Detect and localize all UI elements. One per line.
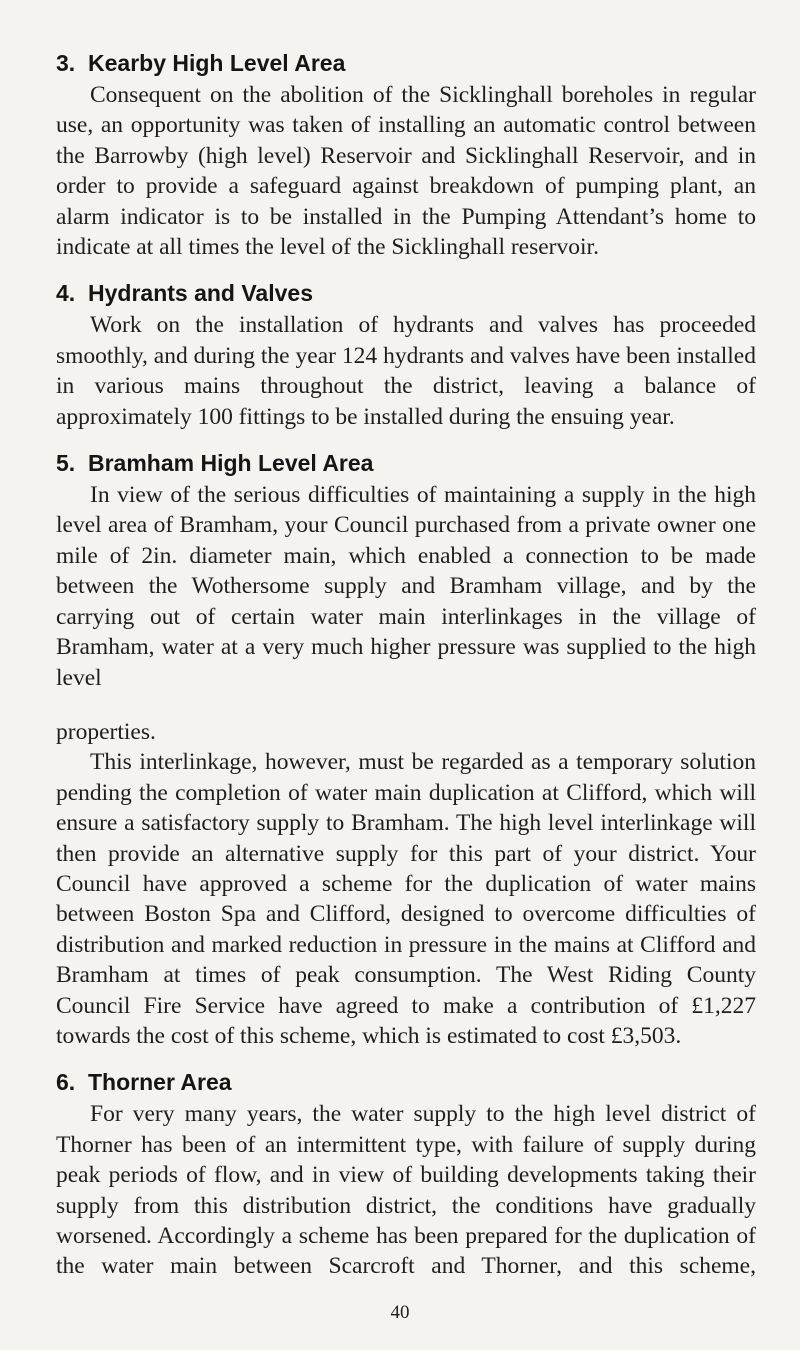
paragraph: In view of the serious difficulties of maintaining a supply in the high level area of Bramham, your Council purchased from a private owner one mile of 2in. diameter main, which enabled a connection to be made between the Wothersome supply and Bramham village, and by the carrying out of certain water main interlinkages in the village of Bramham, water at a very much higher pressure was supplied to the high level <box>56 482 756 691</box>
section-heading <box>56 48 756 78</box>
paragraph: Work on the installation of hydrants and valves has proceeded smoothly, and during the year 124 hydrants and valves have been installed in various mains throughout the district, leaving a balance of approximately 100 fittings to be installed during the ensuing year. <box>56 312 756 430</box>
page-number: 40 <box>390 1302 410 1323</box>
section-title: Bramham High Level Area <box>88 450 374 477</box>
section-bramham <box>56 448 756 1051</box>
section-hydrants <box>56 278 756 432</box>
paragraph: properties. <box>56 718 156 745</box>
document-page <box>56 48 756 1282</box>
section-title: Thorner Area <box>88 1069 232 1096</box>
section-kearby <box>56 48 756 262</box>
section-heading <box>56 1067 756 1097</box>
section-heading <box>56 448 756 478</box>
section-heading <box>56 278 756 308</box>
section-number: 6. <box>56 1069 76 1096</box>
section-title: Kearby High Level Area <box>88 50 346 76</box>
section-number: 5. <box>56 450 76 477</box>
section-thorner <box>56 1067 756 1281</box>
section-number: 3. <box>56 50 76 76</box>
section-title: Hydrants and Valves <box>88 280 313 307</box>
paragraph: For very many years, the water supply to the high level district of Thorner has been of an intermittent type, with failure of supply during peak periods of flow, and in view of building developments taking their supply from this distribution district, the conditions have gradually worsened. Accordingly a scheme has been prepared for the duplication of the water main between Scarcroft and Thorner, and this scheme, <box>56 1101 756 1280</box>
section-number: 4. <box>56 280 76 307</box>
paragraph: This interlinkage, however, must be regarded as a temporary solution pending the completion of water main duplication at Clifford, which will ensure a satisfactory supply to Bramham. The high level interlinkage will then provide an alternative supply for this part of your district. Your Council have approved a scheme for the duplication of water mains between Boston Spa and Clifford, designed to overcome difficulties of distribution and marked reduction in pressure in the mains at Clifford and Bramham at times of peak consumption. The West Riding County Council Fire Service have agreed to make a contribution of £1,227 towards the cost of this scheme, which is estimated to cost £3,503. <box>56 749 756 1049</box>
paragraph: Consequent on the abolition of the Sicklinghall boreholes in regular use, an opportunity was taken of installing an automatic control between the Barrowby (high level) Reservoir and Sicklinghall Reservoir, and in order to provide a safeguard against breakdown of pumping plant, an alarm indicator is to be installed in the Pumping Attendant’s home to indicate at all times the level of the Sicklinghall reservoir. <box>56 82 756 261</box>
